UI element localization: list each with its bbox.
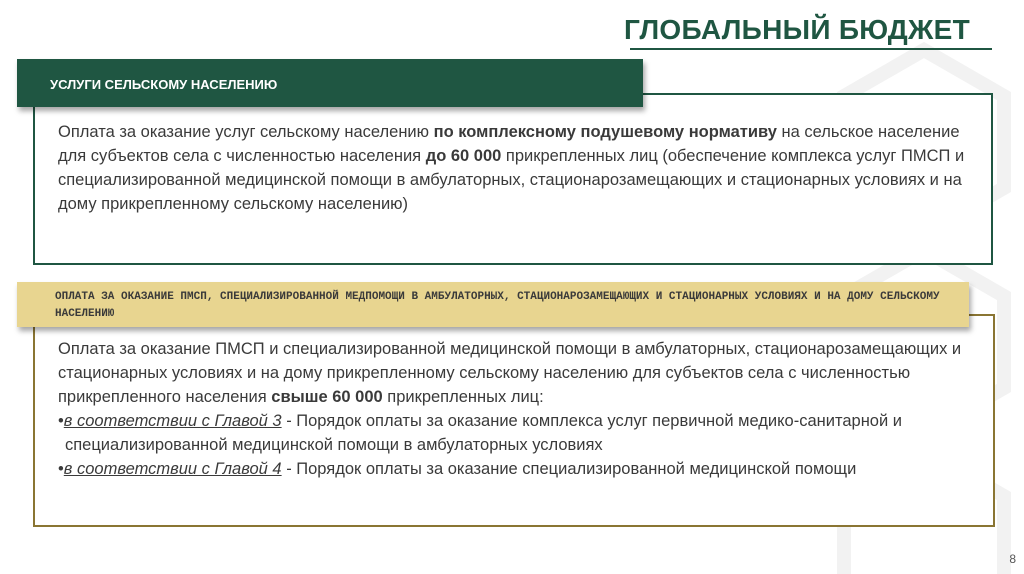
list-item <box>58 457 988 481</box>
section2-text-2: прикрепленных лиц: <box>382 388 544 406</box>
list-item <box>58 409 988 457</box>
bullet-text: - Порядок оплаты за оказание комплекса услуг первичной медико-санитарной и специализированной медицинской помощи в амбулаторных условиях <box>65 412 902 454</box>
page-number: 8 <box>1009 552 1016 566</box>
bullet-marker: • <box>58 412 64 430</box>
section2-heading: ОПЛАТА ЗА ОКАЗАНИЕ ПМСП, СПЕЦИАЛИЗИРОВАННОЙ МЕДПОМОЩИ В АМБУЛАТОРНЫХ, СТАЦИОНАРОЗАМЕЩАЮЩИХ И СТАЦИОНАРНЫХ УСЛОВИЯХ И НА ДОМУ СЕЛЬСКОМУ НАСЕЛЕНИЮ <box>17 282 969 327</box>
section1-heading: УСЛУГИ СЕЛЬСКОМУ НАСЕЛЕНИЮ <box>17 59 643 107</box>
section2-text-bold-threshold: свыше 60 000 <box>271 388 383 406</box>
section1-text-bold-threshold: до 60 000 <box>425 147 502 165</box>
section1-text-3: прикрепленных лиц (обеспечение комплекса услуг ПМСП и специализированной медицинской помощи в амбулаторных, стационарозамещающих и стационарных условиях и на дому прикрепленному сельскому населению) <box>58 147 965 213</box>
section1-text-bold-norm: по комплексному подушевому нормативу <box>433 123 777 141</box>
section2-text-1: Оплата за оказание ПМСП и специализированной медицинской помощи в амбулаторных, стационарозамещающих и стационарных условиях и на дому прикрепленному сельскому населению для субъектов села с численностью прикрепленного населения <box>58 340 962 406</box>
title-underline <box>630 48 992 50</box>
page-title: ГЛОБАЛЬНЫЙ БЮДЖЕТ <box>624 14 970 45</box>
section1-paragraph <box>58 120 978 216</box>
section2-paragraph <box>58 337 988 481</box>
bullet-text: - Порядок оплаты за оказание специализированной медицинской помощи <box>281 460 857 478</box>
chapter-4-link[interactable]: в соответствии с Главой 4 <box>63 460 282 478</box>
section1-text-1: Оплата за оказание услуг сельскому населению <box>58 123 434 141</box>
bullet-marker: • <box>58 460 64 478</box>
section1-text-2: на сельское население для субъектов села с численностью населения <box>58 123 960 165</box>
chapter-3-link[interactable]: в соответствии с Главой 3 <box>63 412 282 430</box>
